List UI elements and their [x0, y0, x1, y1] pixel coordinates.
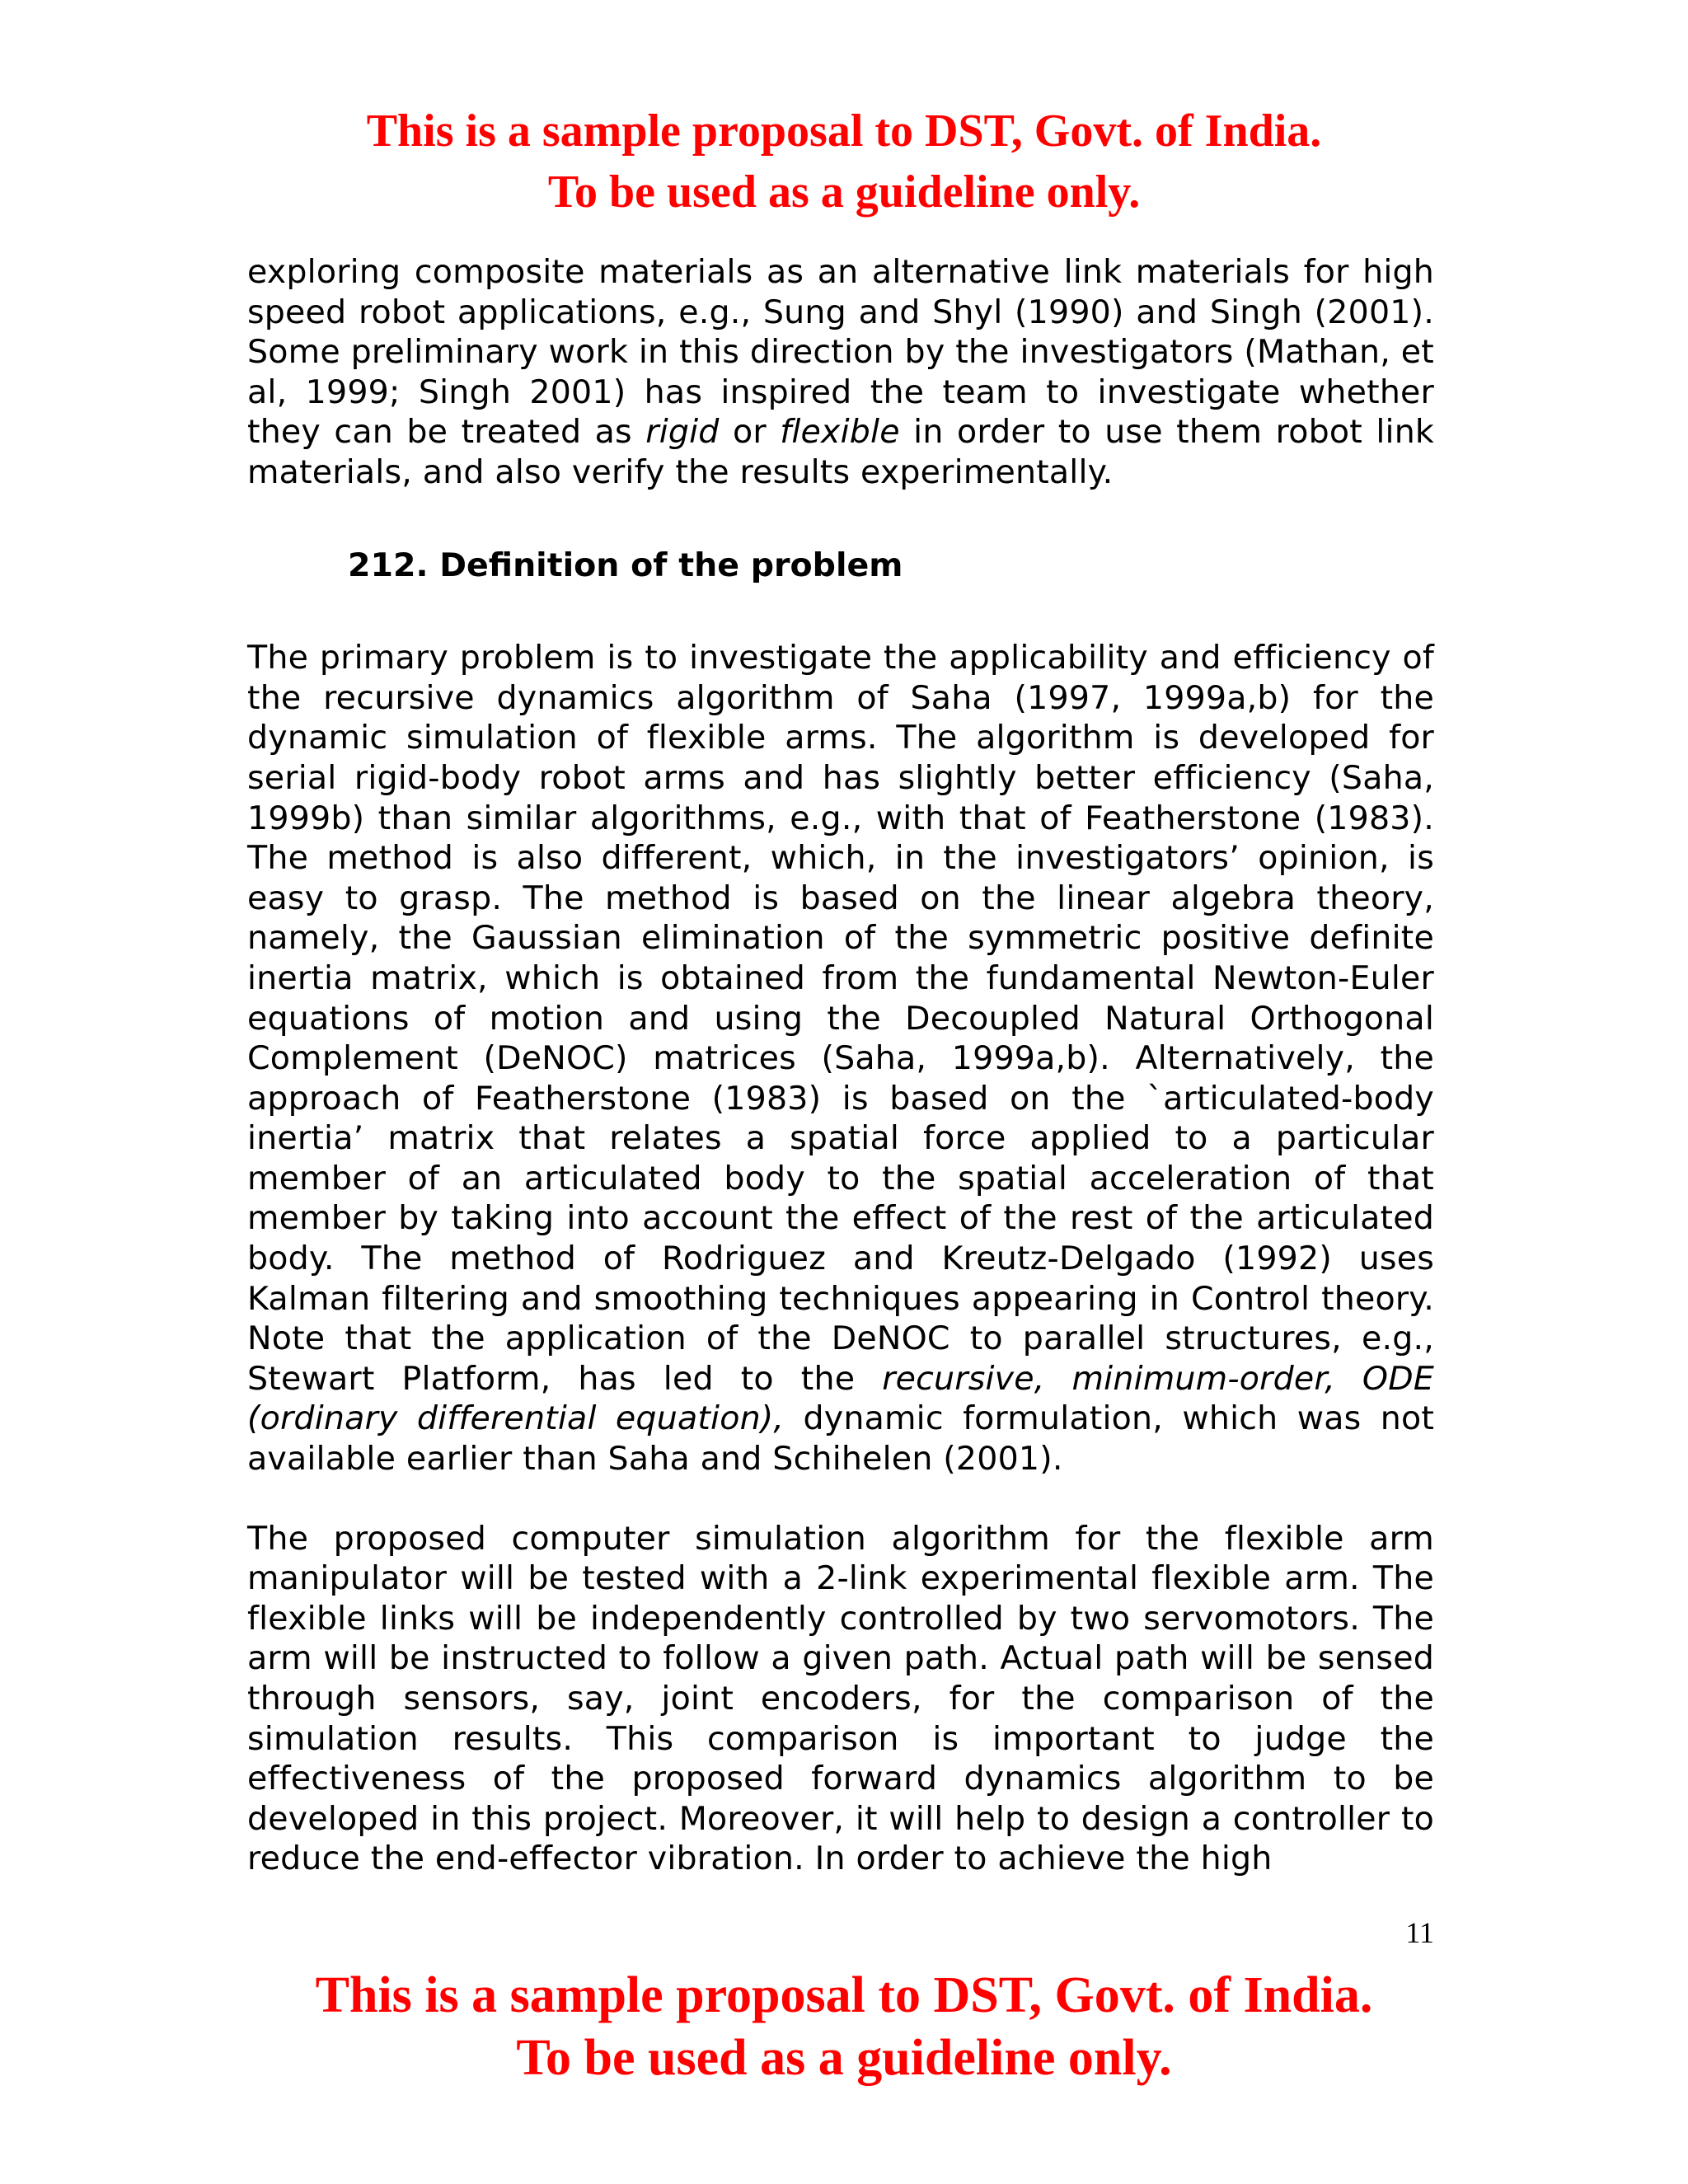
paragraph-problem-italic: recursive, minimum-order, ODE (ordinary differential equation),	[247, 1359, 1434, 1438]
watermark-top-line1: This is a sample proposal to DST, Govt. of India.	[366, 105, 1322, 157]
watermark-top-line2: To be used as a guideline only.	[547, 166, 1141, 218]
paragraph-problem-text-a: The primary problem is to investigate the applicability and efficiency of the recursive dynamics algorithm of Saha (1997, 1999a,b) for the dynamic simulation of flexible arms. The algorithm is developed for serial rigid-body robot arms and has slightly better efficiency (Saha, 1999b) than similar algorithms, e.g., with that of Featherstone (1983). The method is also different, which, in the investigators’ opinion, is easy to grasp. The method is based on the linear algebra theory, namely, the Gaussian elimination of the symmetric positive definite inertia matrix, which is obtained from the fundamental Newton-Euler equations of motion and using the Decoupled Natural Orthogonal Complement (DeNOC) matrices (Saha, 1999a,b). Alternatively, the approach of Featherstone (1983) is based on the `articulated-body inertia’ matrix that relates a spatial force applied to a particular member of an articulated body to the spatial acceleration of that member by taking into account the effect of the rest of the articulated body. The method of Rodriguez and Kreutz-Delgado (1992) uses Kalman filtering and smoothing techniques appearing in Control theory. Note that the application of the DeNOC to parallel structures, e.g., Stewart Platform, has led to the	[247, 639, 1434, 1398]
paragraph-intro-text-c: in order to use them robot link materials, and also verify the results experimentally.	[247, 413, 1434, 491]
watermark-bottom-line1: This is a sample proposal to DST, Govt. of India.	[315, 1967, 1373, 2023]
spacer	[247, 493, 1434, 546]
page-number: 11	[1405, 1916, 1434, 1949]
paragraph-simulation: The proposed computer simulation algorithm for the flexible arm manipulator will be tested with a 2-link experimental flexible arm. The flexible links will be independently controlled by two servomotors. The arm will be instructed to follow a given path. Actual path will be sensed through sensors, say, joint encoders, for the comparison of the simulation results. This comparison is important to judge the effectiveness of the proposed forward dynamics algorithm to be developed in this project. Moreover, it will help to design a controller to reduce the end-effector vibration. In order to achieve the high	[247, 1519, 1434, 1878]
paragraph-problem	[247, 638, 1434, 1479]
watermark-top	[0, 101, 1688, 223]
spacer	[247, 585, 1434, 638]
term-rigid: rigid	[645, 413, 720, 452]
section-heading: 212. Definition of the problem	[348, 546, 903, 584]
paragraph-intro-text-a: exploring composite materials as an alternative link materials for high speed robot applications, e.g., Sung and Shyl (1990) and Singh (2001). Some preliminary work in this direction by the investigators (Mathan, et al, 1999; Singh 2001) has inspired the team to investigate whether they can be treated as	[247, 253, 1434, 452]
paragraph-intro-text-b: or	[719, 413, 781, 452]
watermark-bottom	[0, 1964, 1688, 2089]
spacer	[247, 1479, 1434, 1519]
document-body	[247, 252, 1434, 1879]
watermark-bottom-line2: To be used as a guideline only.	[516, 2030, 1172, 2086]
term-flexible: flexible	[780, 413, 900, 452]
paragraph-intro	[247, 252, 1434, 493]
paragraph-problem-text-b: dynamic formulation, which was not available earlier than Saha and Schihelen (2001).	[247, 1399, 1435, 1479]
